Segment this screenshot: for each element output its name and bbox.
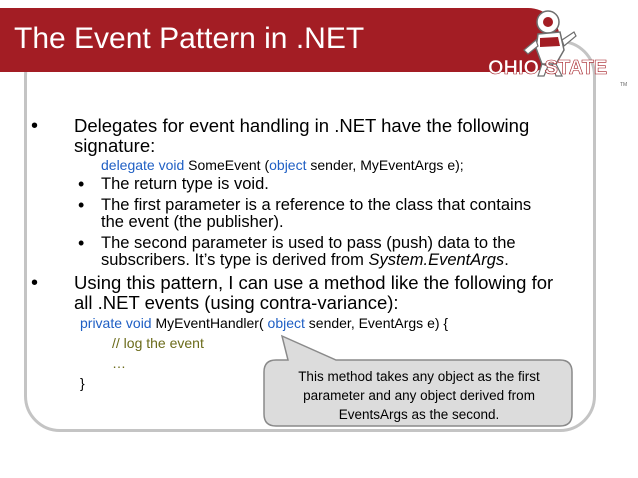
bullet-icon: • — [31, 115, 39, 137]
code-comment: // log the event — [112, 335, 204, 351]
code-closing-brace: } — [80, 375, 85, 391]
keyword: object — [269, 157, 307, 173]
bullet-icon: • — [31, 272, 39, 294]
sub-bullet1: The return type is void. — [101, 175, 269, 193]
keyword: delegate void — [101, 157, 185, 173]
bullet2-line2: all .NET events (using contra-variance): — [74, 292, 399, 313]
bullet2-line1: Using this pattern, I can use a method like the following for — [74, 272, 554, 293]
keyword: object — [267, 315, 305, 331]
delegate-signature: delegate void SomeEvent (object sender, MyEventArgs e); — [101, 157, 464, 173]
code-line1: private void MyEventHandler( object sender, EventArgs e) { — [80, 315, 449, 331]
bullet1-line1: Delegates for event handling in .NET have the following — [74, 115, 530, 136]
callout-text: This method takes any object as the first parameter and any object derived from EventsArgs as the second. — [298, 369, 540, 422]
sub-bullet3-line1: The second parameter is used to pass (push) data to the — [101, 234, 516, 252]
svg-text:BUCKEYES: BUCKEYES — [491, 79, 590, 89]
sub-bullet-icon: • — [78, 174, 85, 194]
svg-text:TM: TM — [620, 82, 628, 88]
sub-bullet2-line1: The first parameter is a reference to the class that contains — [101, 196, 532, 214]
sub-bullet3-line2: subscribers. It’s type is derived from System.EventArgs. — [101, 251, 509, 269]
sub-bullet2-line2: the event (the publisher). — [101, 213, 284, 231]
slide-title: The Event Pattern in .NET — [14, 22, 365, 55]
sub-bullet-icon: • — [78, 195, 85, 215]
bullet1-line2: signature: — [74, 135, 156, 156]
code-ellipsis: … — [112, 355, 126, 371]
keyword: private void — [80, 315, 152, 331]
sub-bullet-icon: • — [78, 233, 85, 253]
svg-text:OHIO STATE: OHIO STATE — [488, 57, 608, 79]
